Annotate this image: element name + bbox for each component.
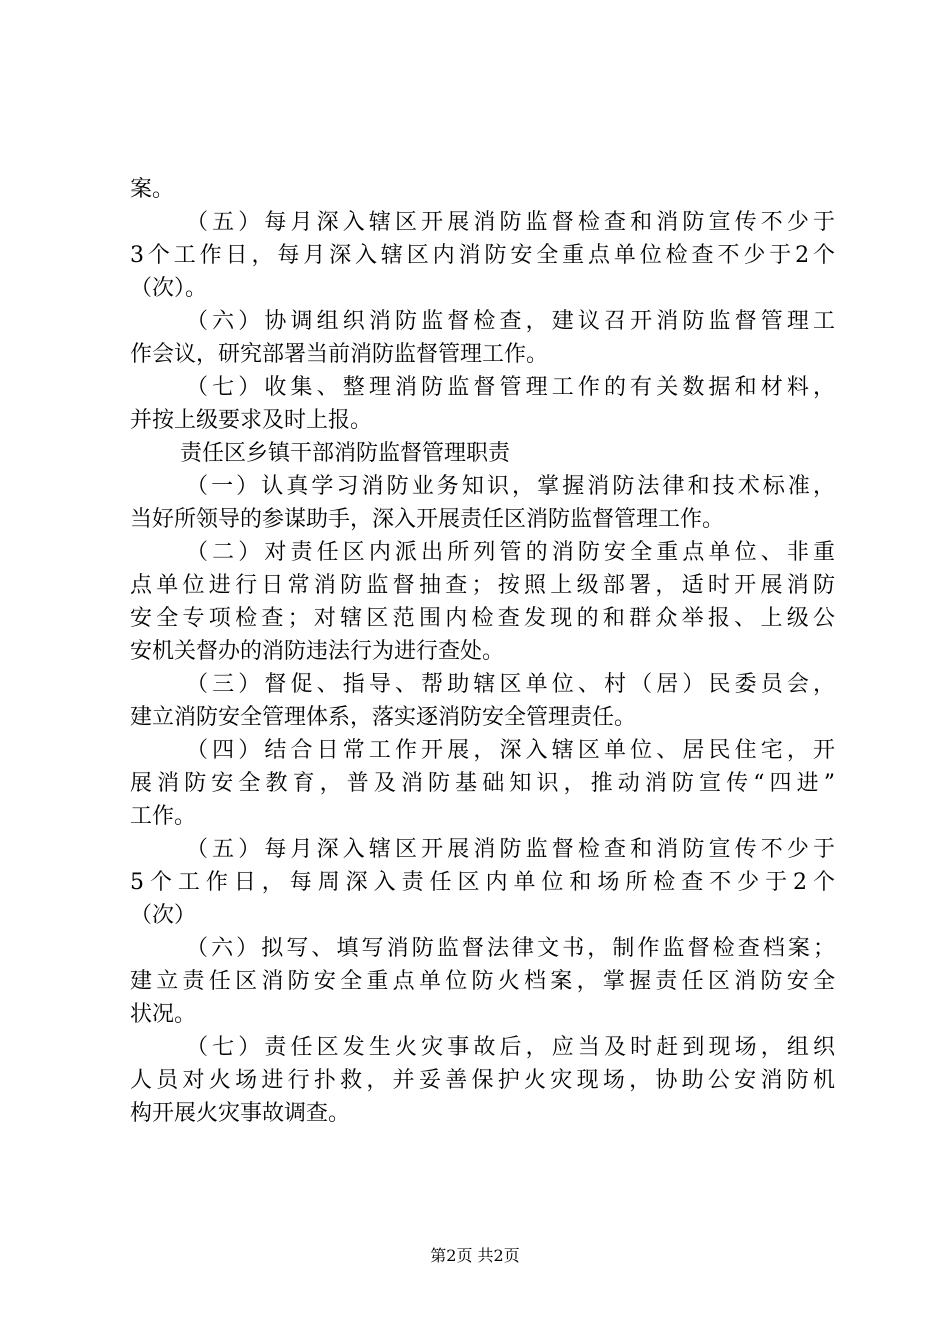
text-line: 构开展火灾事故调查。 [130, 1101, 351, 1126]
text-line: 建立消防安全管理体系，落实逐消防安全管理责任。 [130, 705, 637, 730]
text-line: 安全专项检查；对辖区范围内检查发现的和群众举报、上级公 [130, 606, 835, 631]
text-line: 点单位进行日常消防监督抽查；按照上级部署，适时开展消防 [130, 573, 835, 598]
text-line: 建立责任区消防安全重点单位防火档案，掌握责任区消防安全 [130, 969, 835, 994]
text-line: （五）每月深入辖区开展消防监督检查和消防宣传不少于 [186, 210, 835, 235]
page-footer: 第2页 共2页 [430, 1246, 520, 1265]
text-line: （六）协调组织消防监督检查，建议召开消防监督管理工 [186, 309, 835, 334]
text-line: （次）。 [130, 276, 208, 301]
text-line: 3个工作日，每月深入辖区内消防安全重点单位检查不少于2个 [130, 243, 835, 268]
text-line: （二）对责任区内派出所列管的消防安全重点单位、非重 [186, 540, 835, 565]
text-line: （六）拟写、填写消防监督法律文书，制作监督检查档案； [186, 936, 835, 961]
text-line: 展消防安全教育，普及消防基础知识，推动消防宣传“四进” [130, 771, 835, 796]
document-body [130, 173, 835, 1130]
text-line: 安机关督办的消防违法行为进行查处。 [130, 639, 505, 664]
text-line: 工作。 [130, 804, 197, 829]
text-line: 案。 [130, 177, 175, 202]
text-line: 并按上级要求及时上报。 [130, 408, 373, 433]
text-line: 人员对火场进行扑救，并妥善保护火灾现场，协助公安消防机 [130, 1068, 835, 1093]
text-line: （四）结合日常工作开展，深入辖区单位、居民住宅，开 [186, 738, 835, 763]
text-line: （五）每月深入辖区开展消防监督检查和消防宣传不少于 [186, 837, 835, 862]
text-line: 5个工作日，每周深入责任区内单位和场所检查不少于2个 [130, 870, 835, 895]
section-heading: 责任区乡镇干部消防监督管理职责 [180, 441, 511, 466]
text-line: 作会议，研究部署当前消防监督管理工作。 [130, 342, 549, 367]
text-line: （一）认真学习消防业务知识，掌握消防法律和技术标准， [186, 474, 835, 499]
text-line: 当好所领导的参谋助手，深入开展责任区消防监督管理工作。 [130, 507, 725, 532]
text-line: 状况。 [130, 1002, 197, 1027]
text-line: （次） [130, 903, 197, 928]
text-line: （三）督促、指导、帮助辖区单位、村（居）民委员会， [186, 672, 835, 697]
text-line: （七）责任区发生火灾事故后，应当及时赶到现场，组织 [186, 1035, 835, 1060]
text-line: （七）收集、整理消防监督管理工作的有关数据和材料， [186, 375, 835, 400]
